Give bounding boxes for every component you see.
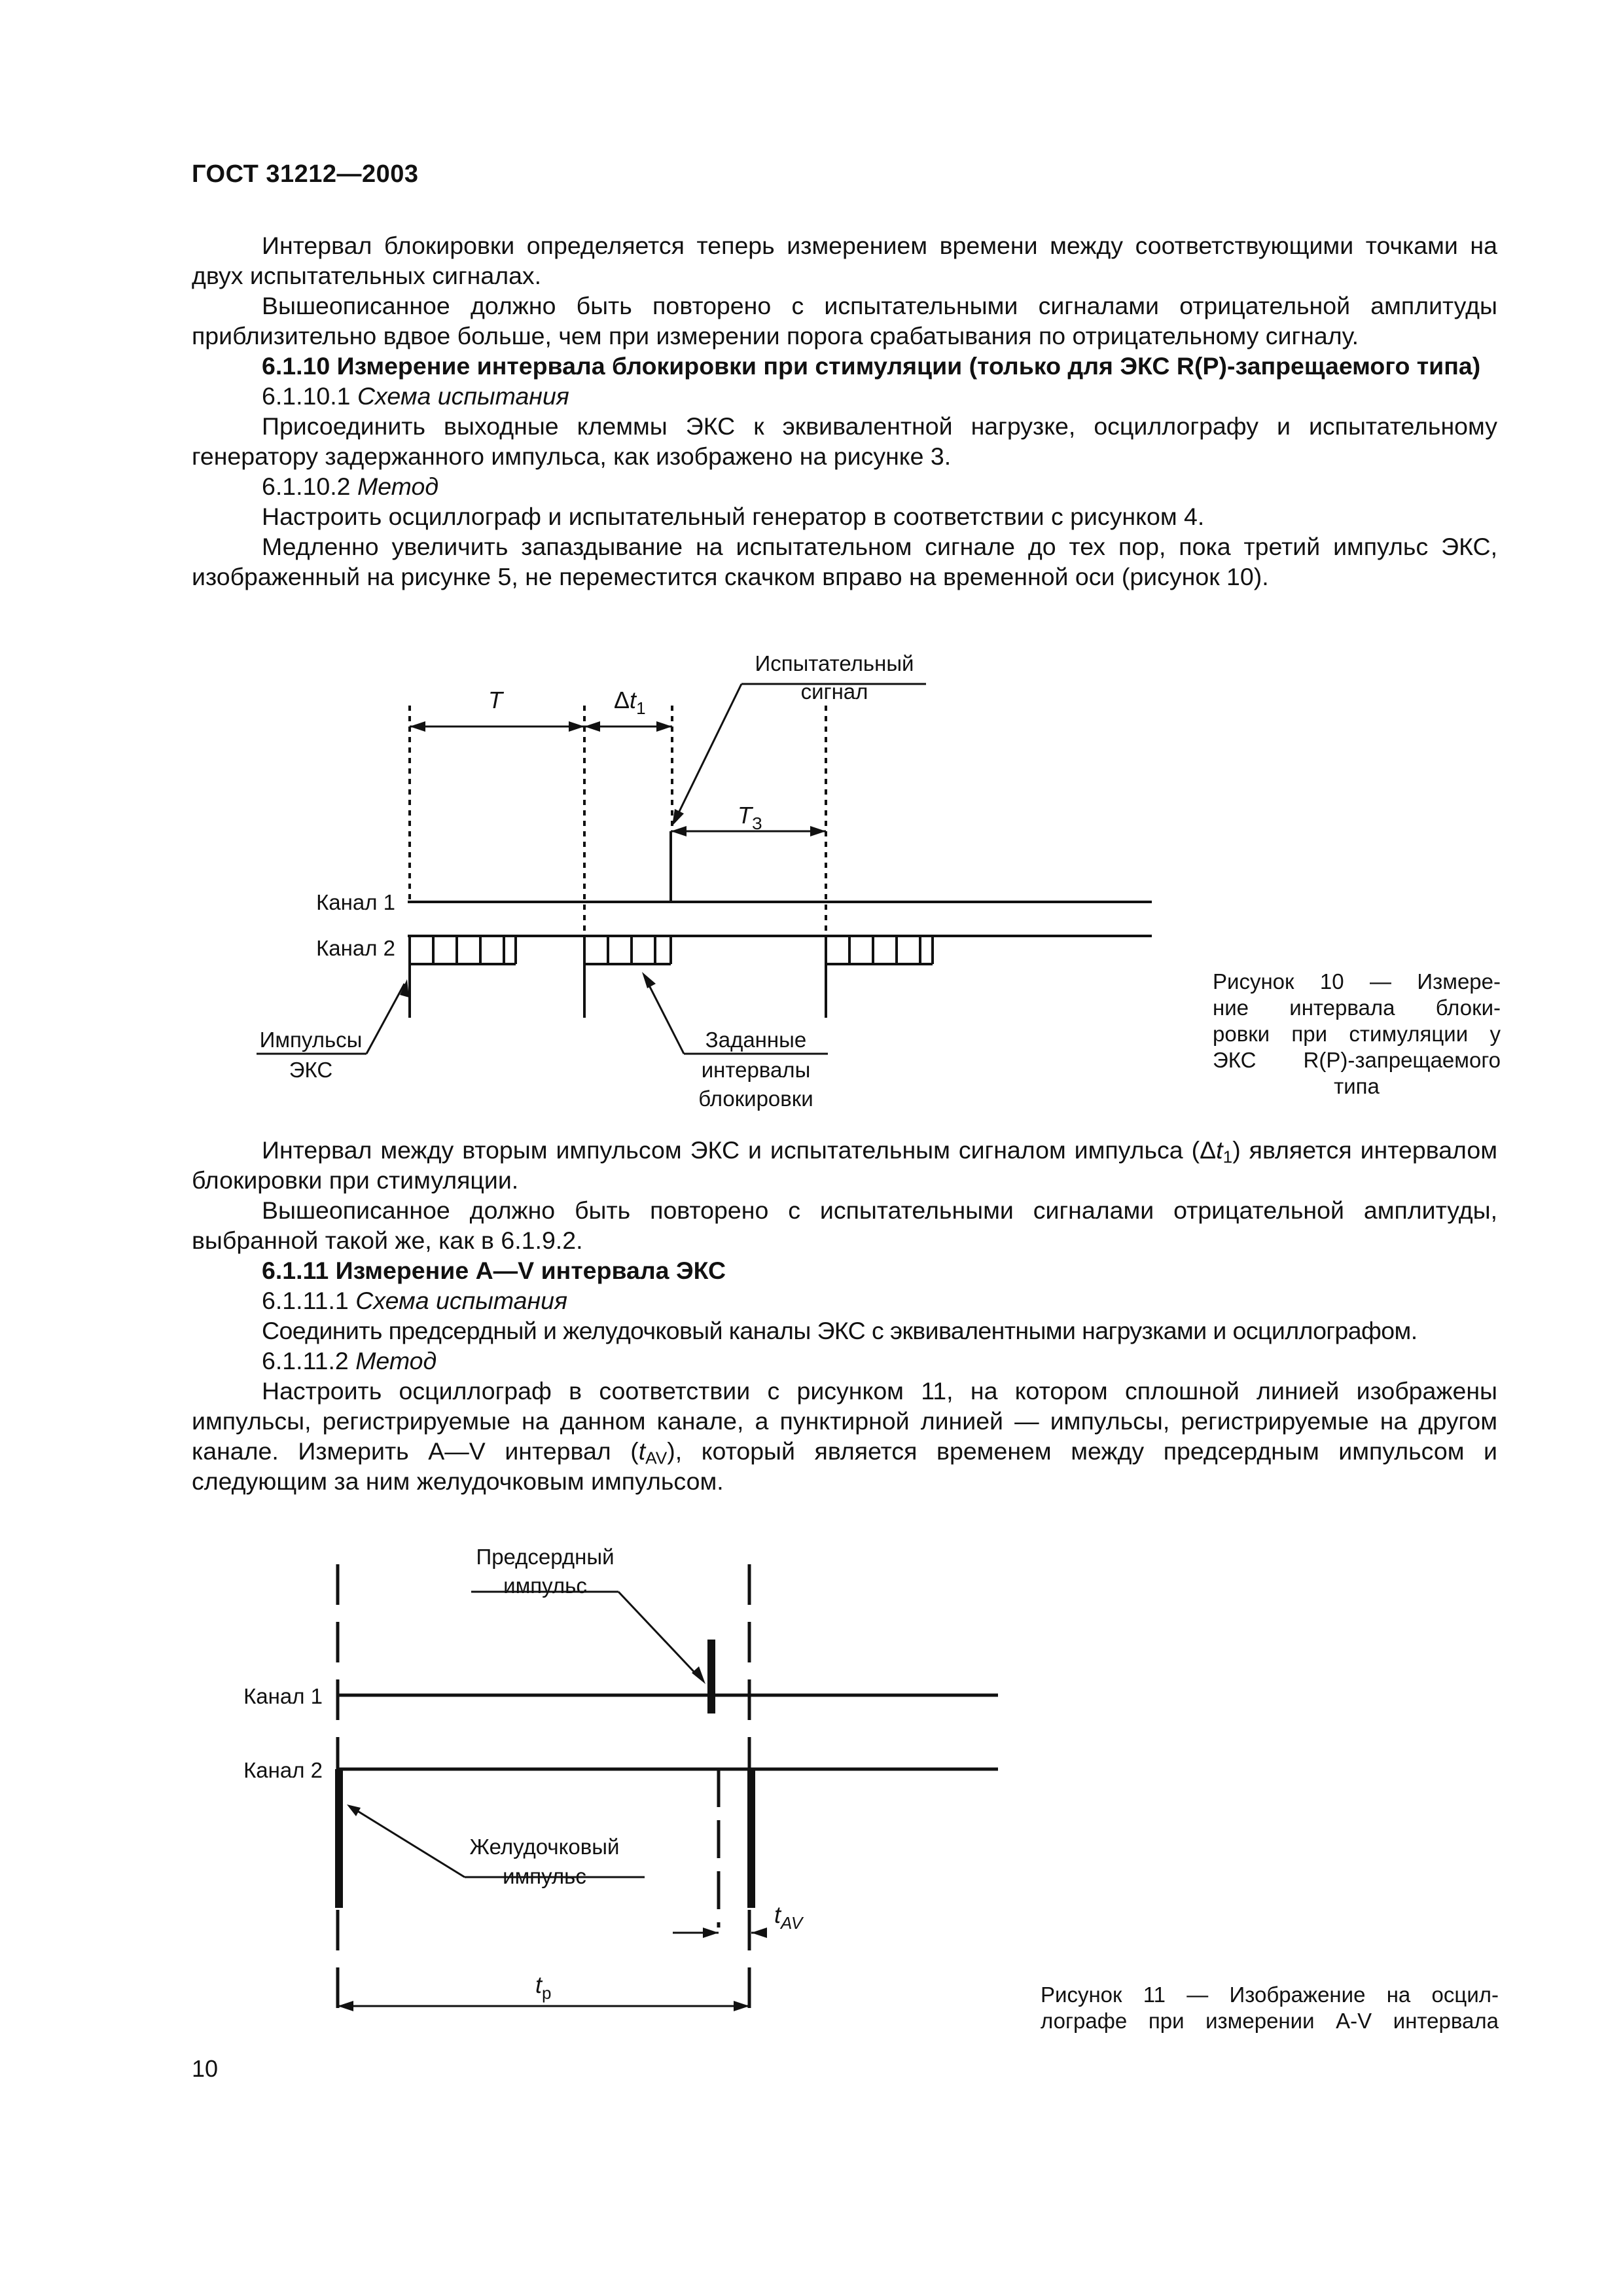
caption-line: ровки при стимуляции у [1213,1022,1501,1046]
paragraph: Вышеописанное должно быть повторено с испытательными сигналами отрицательной амплитуды приблизительно вдвое больше, чем при измерении порога срабатывания по отрицательному сигналу. [192,292,1497,350]
document-header: ГОСТ 31212—2003 [192,160,419,188]
caption-line: Рисунок 10 — Измере- [1213,969,1501,994]
paragraph: Интервал блокировки определяется теперь измерением времени между соответствующими точками на двух испытательных сигналах. [192,232,1497,289]
figure-11-caption [1041,1982,1499,2034]
label-tp: $t_р$ [535,1971,552,2003]
subsection-title: Метод [355,1347,437,1374]
ventricular-label-2: импульс [503,1864,586,1888]
paragraph-after-figure-10: Интервал между вторым импульсом ЭКС и испытательным сигналом импульса $(\Delta t_1)$ является интервалом блокировки при стимуляции. [192,1136,1497,1194]
intervals-label-2: интервалы [701,1058,811,1082]
label-T3: $T_З$ [738,802,762,833]
subsection-number: 6.1.11.1 [262,1287,349,1314]
test-signal-label-1: Испытательный [755,651,914,675]
subsection-number: 6.1.10.2 [262,473,351,500]
label-T: T [488,687,503,713]
channel-1-label: Канал 1 [243,1684,323,1708]
caption-line: типа [1334,1074,1380,1098]
subsection-title: Схема испытания [355,1287,568,1314]
subsection-number: 6.1.11.2 [262,1347,349,1374]
paragraph: Медленно увеличить запаздывание на испытательном сигнале до тех пор, пока третий импульс ЭКС, изображенный на рисунке 5, не переместится скачком вправо на временной оси (рисунок 10). [192,533,1497,590]
subsection-title: Схема испытания [357,382,569,410]
paragraph: Присоединить выходные клеммы ЭКС к эквивалентной нагрузке, осциллографу и испытательному генератору задержанного импульса, как изображено на рисунке 3. [192,412,1497,470]
caption-line: ние интервала блоки- [1213,996,1501,1020]
subsection-number: 6.1.10.1 [262,382,351,410]
section-heading-6-1-11: 6.1.11 Измерение А—V интервала ЭКС [262,1257,726,1284]
paragraph: Соединить предсердный и желудочковый каналы ЭКС с эквивалентными нагрузками и осциллографом. [262,1317,1418,1344]
atrial-label-1: Предсердный [476,1545,615,1569]
label-tav: $t_{AV}$ [774,1901,803,1933]
channel-2-label: Канал 2 [243,1758,323,1782]
label-delta-t1: $\Delta t_1$ [614,687,646,718]
subsection-title: Метод [357,473,439,500]
pulses-label-2: ЭКС [289,1058,333,1082]
pulses-label-1: Импульсы [259,1028,363,1052]
page-number: 10 [192,2055,219,2082]
intervals-label-1: Заданные [705,1028,807,1052]
atrial-label-2: импульс [503,1573,587,1598]
paragraph: Настроить осциллограф и испытательный генератор в соответствии с рисунком 4. [262,503,1205,530]
channel-1-label: Канал 1 [316,890,395,914]
leader-lines [338,1592,767,2006]
caption-line: лографе при измерении А-V интервала [1041,2009,1499,2033]
section-heading-6-1-10: 6.1.10 Измерение интервала блокировки при стимуляции (только для ЭКС R(Р)-запрещаемого типа) [262,352,1481,380]
caption-line: ЭКС R(Р)-запрещаемого [1213,1048,1501,1072]
caption-line: Рисунок 11 — Изображение на осцил- [1041,1982,1499,2007]
paragraph-6-1-11-2: Настроить осциллограф в соответствии с рисунком 11, на котором сплошной линией изображены импульсы, регистрируемые на данном канале, а пунктирной линией — импульсы, регистрируемые на другом канале. Измерить А—V интервал $(t_{AV})$, который является временем между предсердным импульсом и следующим за ним желудочковым импульсом. [192,1377,1497,1495]
test-signal-label-2: сигнал [800,679,868,704]
intervals-label-3: блокировки [698,1086,813,1111]
paragraph: Вышеописанное должно быть повторено с испытательными сигналами отрицательной амплитуды, выбранной такой же, как в 6.1.9.2. [192,1196,1497,1254]
ventricular-label-1: Желудочковый [469,1835,620,1859]
channel-2-label: Канал 2 [316,936,395,960]
